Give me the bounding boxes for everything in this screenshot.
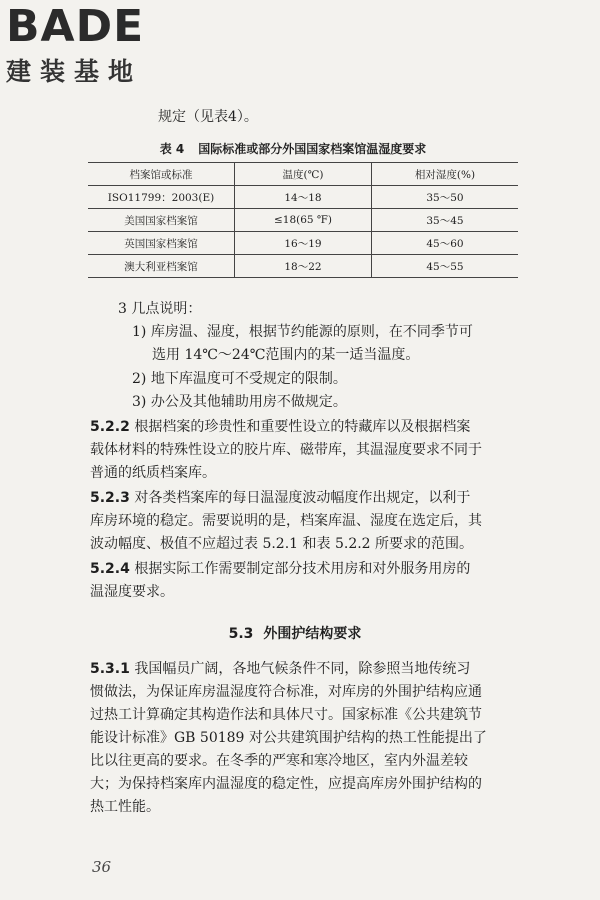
clause-number: 5.2.3 — [90, 490, 130, 506]
header-cell: 温度(℃) — [235, 163, 372, 186]
table-cell: 18～22 — [235, 255, 372, 278]
table-title: 国际标准或部分外国国家档案馆温湿度要求 — [198, 142, 427, 156]
section-number: 5.3 — [228, 626, 254, 642]
clause-text: 根据档案的珍贵性和重要性设立的特藏库以及根据档案 — [134, 419, 471, 435]
table-cell: 英国国家档案馆 — [88, 232, 235, 255]
table-cell: 35～50 — [372, 186, 519, 209]
table-cell: 45～55 — [372, 255, 519, 278]
note-number: 1) — [132, 324, 147, 340]
note-number: 2) — [132, 371, 147, 387]
logo-subtitle: 建装基地 — [6, 57, 143, 86]
table-label: 表 4 — [159, 142, 185, 156]
clause-line: 温湿度要求。 — [90, 584, 174, 600]
table-row — [88, 255, 518, 278]
clause-text: 对各类档案库的每日温湿度波动幅度作出规定，以利于 — [134, 490, 471, 506]
note-line: 办公及其他辅助用房不做规定。 — [150, 394, 347, 410]
clause-text: 我国幅员广阔，各地气候条件不同，除参照当地传统习 — [134, 661, 471, 677]
clause-line: 热工性能。 — [90, 799, 160, 815]
clause-531-line-1 — [90, 658, 470, 681]
clause-text: 根据实际工作需要制定部分技术用房和对外服务用房的 — [134, 561, 471, 577]
clause-line: 普通的纸质档案库。 — [90, 465, 216, 481]
table-cell: 16～19 — [235, 232, 372, 255]
humidity-table — [88, 162, 518, 278]
table-cell: ≤18(65 ℉) — [235, 209, 372, 232]
logo-text: BADE — [6, 1, 145, 52]
table-header-row — [88, 163, 518, 186]
note-item-3 — [132, 391, 347, 414]
clause-number: 5.3.1 — [90, 661, 130, 677]
header-cell: 相对湿度(%) — [372, 163, 519, 186]
clause-line: 库房环境的稳定。需要说明的是，档案库温、湿度在选定后，其 — [90, 513, 482, 529]
table-row — [88, 209, 518, 232]
clause-523-line-1 — [90, 487, 470, 510]
table-row — [88, 232, 518, 255]
notes-heading: 3 几点说明： — [118, 301, 202, 317]
clause-line: 能设计标准》GB 50189 对公共建筑围护结构的热工性能提出了 — [90, 730, 487, 746]
table-cell: 45～60 — [372, 232, 519, 255]
note-item-1 — [132, 321, 473, 344]
clause-522-line-1 — [90, 416, 470, 439]
table-cell: ISO11799：2003(E) — [88, 186, 235, 209]
note-line: 选用 14℃～24℃范围内的某一适当温度。 — [152, 347, 420, 363]
page-number: 36 — [92, 858, 112, 876]
table-cell: 美国国家档案馆 — [88, 209, 235, 232]
table-cell: 14～18 — [235, 186, 372, 209]
section-title: 外围护结构要求 — [263, 626, 362, 642]
logo — [6, 1, 145, 88]
note-line: 库房温、湿度，根据节约能源的原则，在不同季节可 — [150, 324, 473, 340]
note-item-2 — [132, 368, 347, 391]
intro-text: 规定（见表4）。 — [158, 109, 258, 125]
section-heading — [0, 623, 600, 643]
table-caption — [0, 140, 600, 157]
clause-524-line-1 — [90, 558, 470, 581]
header-cell: 档案馆或标准 — [88, 163, 235, 186]
clause-line: 比以往更高的要求。在冬季的严寒和寒冷地区，室内外温差较 — [90, 753, 468, 769]
clause-number: 5.2.4 — [90, 561, 130, 577]
table-row — [88, 186, 518, 209]
clause-line: 大；为保持档案库内温湿度的稳定性，应提高库房外围护结构的 — [90, 776, 482, 792]
clause-line: 载体材料的特殊性设立的胶片库、磁带库，其温湿度要求不同于 — [90, 442, 482, 458]
clause-line: 波动幅度、极值不应超过表 5.2.1 和表 5.2.2 所要求的范围。 — [90, 536, 474, 552]
note-number: 3) — [132, 394, 147, 410]
table-cell: 澳大利亚档案馆 — [88, 255, 235, 278]
clause-line: 惯做法，为保证库房温湿度符合标准，对库房的外围护结构应通 — [90, 684, 482, 700]
note-line: 地下库温度可不受规定的限制。 — [150, 371, 347, 387]
clause-number: 5.2.2 — [90, 419, 130, 435]
clause-line: 过热工计算确定其构造作法和具体尺寸。国家标准《公共建筑节 — [90, 707, 482, 723]
table-cell: 35～45 — [372, 209, 519, 232]
